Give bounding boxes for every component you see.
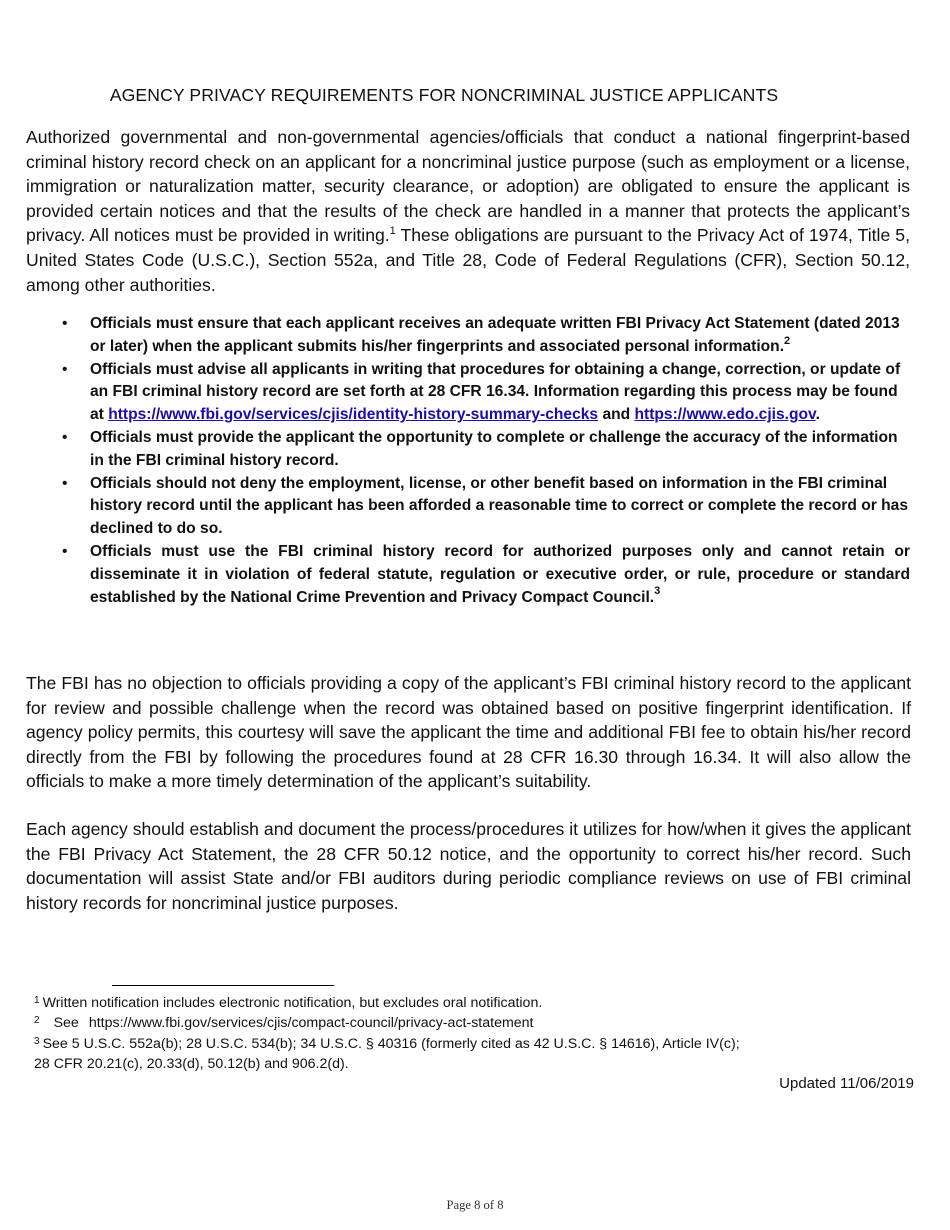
requirement-text: Officials must provide the applicant the opportunity to complete or challenge the accuracy of the information in the FBI criminal history record. <box>90 428 898 469</box>
requirement-text: Officials must advise all applicants in writing that procedures for obtaining a change, correction, or update of an FBI criminal history record are set forth at 28 CFR 16.34. Information regarding this process may be found at <box>90 360 901 424</box>
bullet-icon: • <box>62 360 68 378</box>
requirement-item <box>26 313 910 359</box>
footnote-number: 3 <box>34 1035 40 1047</box>
requirements-list <box>26 313 910 609</box>
footnote-ref-1[interactable]: 1 <box>389 224 396 237</box>
identity-history-link[interactable]: https://www.fbi.gov/services/cjis/identity-history-summary-checks <box>108 406 599 424</box>
footnote-number: 2 <box>34 1015 40 1027</box>
courtesy-paragraph: The FBI has no objection to officials providing a copy of the applicant’s FBI criminal history record to the applicant for review and possible challenge when the record was obtained based on positive fingerprint identification. If agency policy permits, this courtesy will save the applicant the time and additional FBI fee to obtain his/her record directly from the FBI by following the procedures found at 28 CFR 16.30 through 16.34. It will also allow the officials to make a more timely determination of the applicant’s suitability. <box>26 673 911 792</box>
bullet-icon: • <box>62 315 68 332</box>
footnote-divider <box>112 985 334 986</box>
footnote-1 <box>34 994 914 1014</box>
footnote-ref-3[interactable]: 3 <box>654 585 661 598</box>
requirement-text-end: . <box>815 406 820 424</box>
intro-paragraph <box>26 125 910 297</box>
documentation-paragraph: Each agency should establish and document the process/procedures it utilizes for how/when it gives the applicant the FBI Privacy Act Statement, the 28 CFR 50.12 notice, and the opportunity to correct his/her record. Such documentation will assist State and/or FBI auditors during periodic compliance reviews on use of FBI criminal history records for noncriminal justice purposes. <box>26 819 911 913</box>
intro-text-continued: These obligations are pursuant to the Privacy Act of 1974, Title 5, United States Code (U.S.C.), Section 552a, and Title 28, Code of Federal Regulations (CFR), Section 50.12, among other authorities. <box>26 225 910 295</box>
requirement-text-and: and <box>598 406 635 424</box>
requirement-item <box>26 541 910 609</box>
footnote-see: See <box>53 1015 79 1032</box>
footnote-text: https://www.fbi.gov/services/cjis/compact-council/privacy-act-statement <box>88 1015 534 1032</box>
requirement-text: Officials must ensure that each applicant receives an adequate written FBI Privacy Act Statement (dated 2013 or later) when the applicant submits his/her fingerprints and associated personal information. <box>90 315 900 355</box>
requirement-item <box>26 427 910 473</box>
intro-text: Authorized governmental and non-governmental agencies/officials that conduct a national fingerprint-based criminal history record check on an applicant for a noncriminal justice purpose (such as employment or a license, immigration or naturalization matter, security clearance, or adoption) are obligated to ensure the applicant is provided certain notices and that the results of the check are handled in a manner that protects the applicant’s privacy. All notices must be provided in writing. <box>26 127 910 246</box>
footnote-3 <box>34 1035 914 1055</box>
footnote-text: See 5 U.S.C. 552a(b); 28 U.S.C. 534(b); 34 U.S.C. § 40316 (formerly cited as 42 U.S.C. § 14616), Article IV(c); <box>42 1035 740 1052</box>
requirement-item <box>26 359 910 427</box>
document-title: AGENCY PRIVACY REQUIREMENTS FOR NONCRIMINAL JUSTICE APPLICANTS <box>109 85 779 105</box>
requirement-item <box>26 473 910 541</box>
bullet-icon: • <box>62 428 68 446</box>
edo-cjis-link[interactable]: https://www.edo.cjis.gov <box>634 406 816 424</box>
footnote-number: 1 <box>34 995 40 1006</box>
footnote-3-continued: 28 CFR 20.21(c), 20.33(d), 50.12(b) and 906.2(d). <box>34 1056 349 1073</box>
bullet-icon: • <box>62 474 68 492</box>
updated-date: Updated 11/06/2019 <box>779 1075 914 1092</box>
footnote-2 <box>34 1014 914 1034</box>
requirement-text: Officials must use the FBI criminal history record for authorized purposes only and cannot retain or disseminate it in violation of federal statute, regulation or executive order, or rule, procedure or standard established by the National Crime Prevention and Privacy Compact Council. <box>90 542 910 606</box>
footnote-text: Written notification includes electronic notification, but excludes oral notification. <box>42 995 543 1011</box>
footnote-ref-2[interactable]: 2 <box>784 334 791 347</box>
requirement-text: Officials should not deny the employment, license, or other benefit based on information in the FBI criminal history record until the applicant has been afforded a reasonable time to correct or complete the record or has declined to do so. <box>90 474 909 538</box>
footnotes <box>34 994 914 1074</box>
bullet-icon: • <box>62 542 68 560</box>
page-number: Page 8 of 8 <box>446 1198 504 1212</box>
